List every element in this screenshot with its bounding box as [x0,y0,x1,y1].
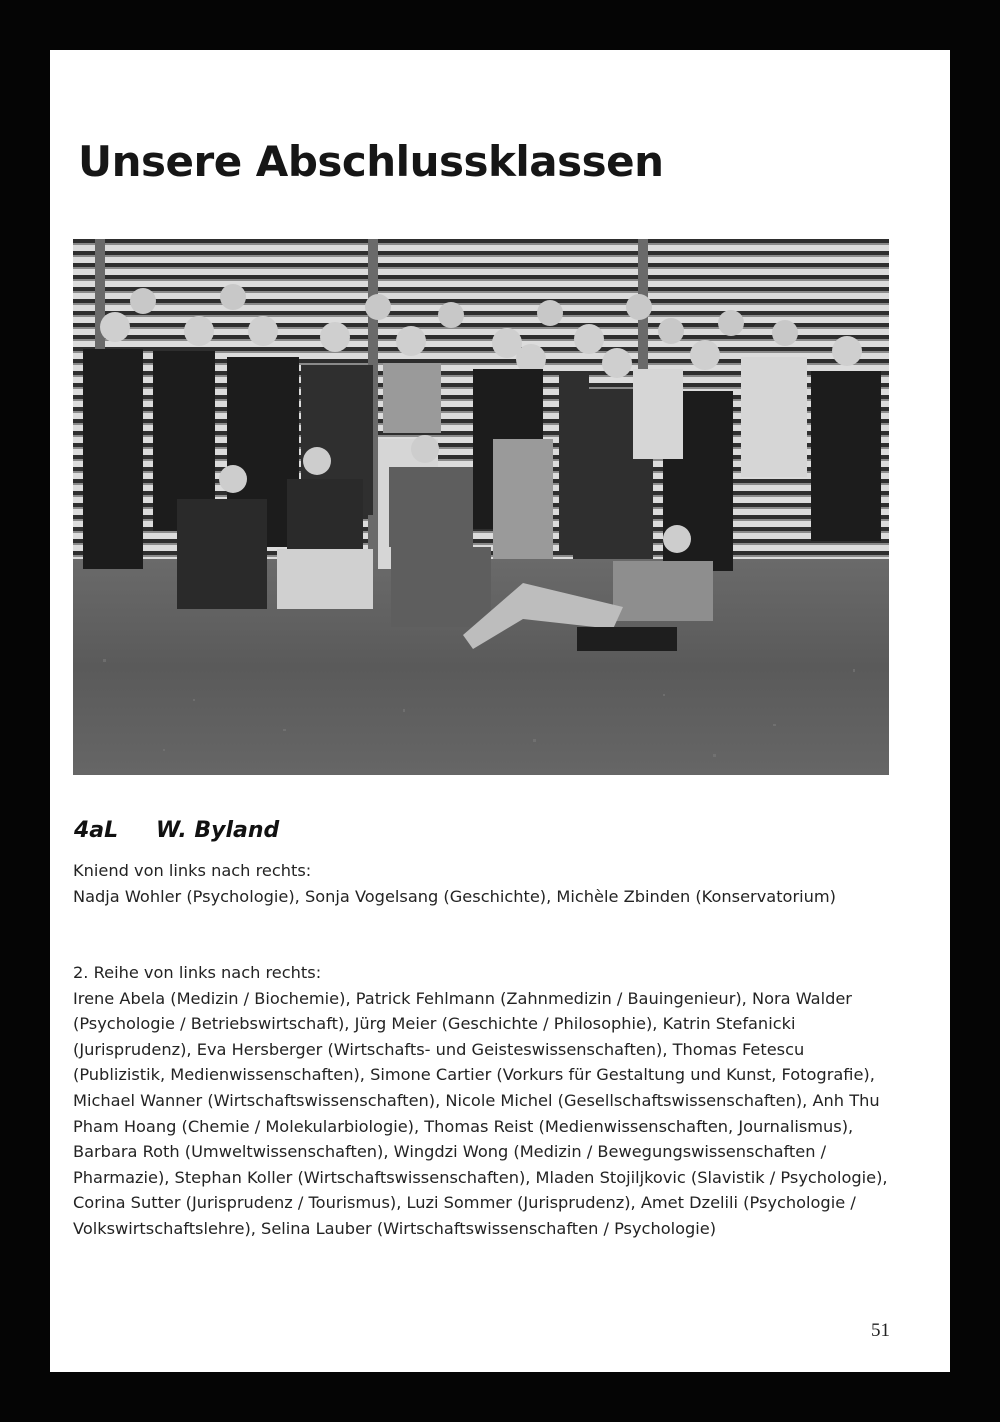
second-row-heading: 2. Reihe von links nach rechts: [73,963,322,982]
class-header [74,818,279,844]
page-title: Unsere Abschlussklassen [78,137,664,186]
second-row-section [73,960,893,1242]
second-row-names: Irene Abela (Medizin / Biochemie), Patrick Fehlmann (Zahnmedizin / Bauingenieur), Nora Walder (Psychologie / Betriebswirtschaft), Jürg Meier (Geschichte / Philosophie), Katrin Stefanicki (Jurisprudenz), Eva Hersberger (Wirtschafts- und Geisteswissenschaften), Thomas Fetescu (Publizistik, Medienwissenschaften), Simone Cartier (Vorkurs für Gestaltung und Kunst, Fotografie), Michael Wanner (Wirtschaftswissenschaften), Nicole Michel (Gesellschaftswissenschaften), Anh Thu Pham Hoang (Chemie / Molekularbiologie), Thomas Reist (Medienwissenschaften, Journalismus), Barbara Roth (Umweltwissenschaften), Wingdzi Wong (Medizin / Bewegungswissenschaften / Pharmazie), Stephan Koller (Wirtschaftswissenschaften), Mladen Stojiljkovic (Slavistik / Psychologie), Corina Sutter (Jurisprudenz / Tourismus), Luzi Sommer (Jurisprudenz), Amet Dzelili (Psychologie / Volkswirtschaftslehre), Selina Lauber (Wirtschaftswissenschaften / Psychologie) [73,988,888,1238]
kneeling-heading: Kniend von links nach rechts: [73,861,312,880]
kneeling-section [73,858,893,909]
document-page [50,50,950,1372]
class-group-photo [73,239,889,775]
kneeling-names: Nadja Wohler (Psychologie), Sonja Vogelsang (Geschichte), Michèle Zbinden (Konservatorium) [73,886,836,906]
class-teacher: W. Byland [156,818,280,843]
page-number: 51 [871,1320,890,1341]
class-code: 4aL [74,818,119,843]
